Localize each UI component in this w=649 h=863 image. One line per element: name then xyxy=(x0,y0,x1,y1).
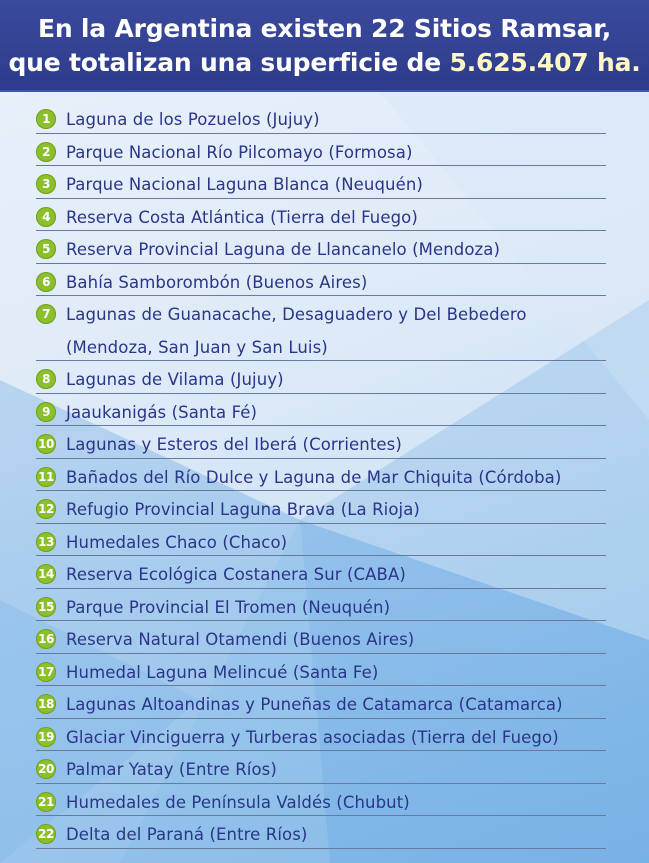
header-line-2-prefix: que totalizan una superficie de xyxy=(8,48,441,77)
number-badge: 13 xyxy=(36,532,56,552)
number-badge: 22 xyxy=(36,824,56,844)
site-label: Lagunas de Vilama (Jujuy) xyxy=(66,370,284,389)
number-badge: 7 xyxy=(36,304,56,324)
list-item xyxy=(36,231,606,264)
number-badge: 14 xyxy=(36,564,56,584)
number-badge: 16 xyxy=(36,629,56,649)
site-label: Bahía Samborombón (Buenos Aires) xyxy=(66,272,368,292)
site-label: Laguna de los Pozuelos (Jujuy) xyxy=(66,110,320,129)
list-item xyxy=(36,394,606,427)
site-label: Lagunas Altoandinas y Puneñas de Catamarca (Catamarca) xyxy=(66,695,563,714)
number-badge: 18 xyxy=(36,694,56,714)
number-badge: 4 xyxy=(36,207,56,227)
site-label: Humedales de Península Valdés (Chubut) xyxy=(66,792,410,812)
list-item xyxy=(36,654,606,687)
number-badge: 5 xyxy=(36,239,56,259)
site-label: Reserva Costa Atlántica (Tierra del Fuego) xyxy=(66,207,418,227)
site-label: Reserva Natural Otamendi (Buenos Aires) xyxy=(66,630,415,649)
number-badge: 6 xyxy=(36,272,56,292)
site-label: Glaciar Vinciguerra y Turberas asociadas (Tierra del Fuego) xyxy=(66,727,559,747)
site-label: Parque Nacional Laguna Blanca (Neuquén) xyxy=(66,175,423,194)
number-badge: 17 xyxy=(36,662,56,682)
list-item xyxy=(36,621,606,654)
list-item xyxy=(36,264,606,297)
site-label: Palmar Yatay (Entre Ríos) xyxy=(66,760,277,779)
list-item xyxy=(36,166,606,199)
number-badge: 2 xyxy=(36,142,56,162)
header-banner xyxy=(0,0,649,92)
number-badge: 3 xyxy=(36,174,56,194)
site-label: Lagunas y Esteros del Iberá (Corrientes) xyxy=(66,435,402,454)
site-label: Humedal Laguna Melincué (Santa Fe) xyxy=(66,662,379,682)
number-badge: 21 xyxy=(36,792,56,812)
list-item xyxy=(36,426,606,459)
site-label: Lagunas de Guanacache, Desaguadero y Del Bebedero (Mendoza, San Juan y San Luis) xyxy=(66,305,527,357)
site-label: Delta del Paraná (Entre Ríos) xyxy=(66,825,308,844)
list-item xyxy=(36,784,606,817)
header-line-2 xyxy=(0,46,649,80)
site-label: Parque Nacional Río Pilcomayo (Formosa) xyxy=(66,142,413,162)
list-item xyxy=(36,556,606,589)
list-item xyxy=(36,816,606,849)
list-item xyxy=(36,589,606,622)
list-item xyxy=(36,751,606,784)
site-label: Bañados del Río Dulce y Laguna de Mar Chiquita (Córdoba) xyxy=(66,467,562,487)
site-label: Reserva Provincial Laguna de Llancanelo (Mendoza) xyxy=(66,240,501,259)
number-badge: 10 xyxy=(36,434,56,454)
list-item xyxy=(36,296,606,361)
site-label: Parque Provincial El Tromen (Neuquén) xyxy=(66,597,391,617)
header-line-1: En la Argentina existen 22 Sitios Ramsar, xyxy=(37,14,612,43)
list-item xyxy=(36,134,606,167)
number-badge: 20 xyxy=(36,759,56,779)
list-item xyxy=(36,361,606,394)
list-item xyxy=(36,101,606,134)
site-label: Reserva Ecológica Costanera Sur (CABA) xyxy=(66,565,406,584)
number-badge: 15 xyxy=(36,597,56,617)
number-badge: 19 xyxy=(36,727,56,747)
number-badge: 12 xyxy=(36,499,56,519)
total-area-highlight: 5.625.407 ha. xyxy=(449,48,641,77)
list-item xyxy=(36,199,606,232)
site-label: Jaaukanigás (Santa Fé) xyxy=(66,402,258,422)
ramsar-site-list xyxy=(36,101,606,849)
list-item xyxy=(36,491,606,524)
list-item xyxy=(36,524,606,557)
list-item xyxy=(36,459,606,492)
list-item xyxy=(36,719,606,752)
number-badge: 1 xyxy=(36,109,56,129)
site-label: Humedales Chaco (Chaco) xyxy=(66,532,288,552)
list-item xyxy=(36,686,606,719)
number-badge: 11 xyxy=(36,467,56,487)
site-label: Refugio Provincial Laguna Brava (La Rioja) xyxy=(66,500,420,519)
number-badge: 9 xyxy=(36,402,56,422)
number-badge: 8 xyxy=(36,369,56,389)
